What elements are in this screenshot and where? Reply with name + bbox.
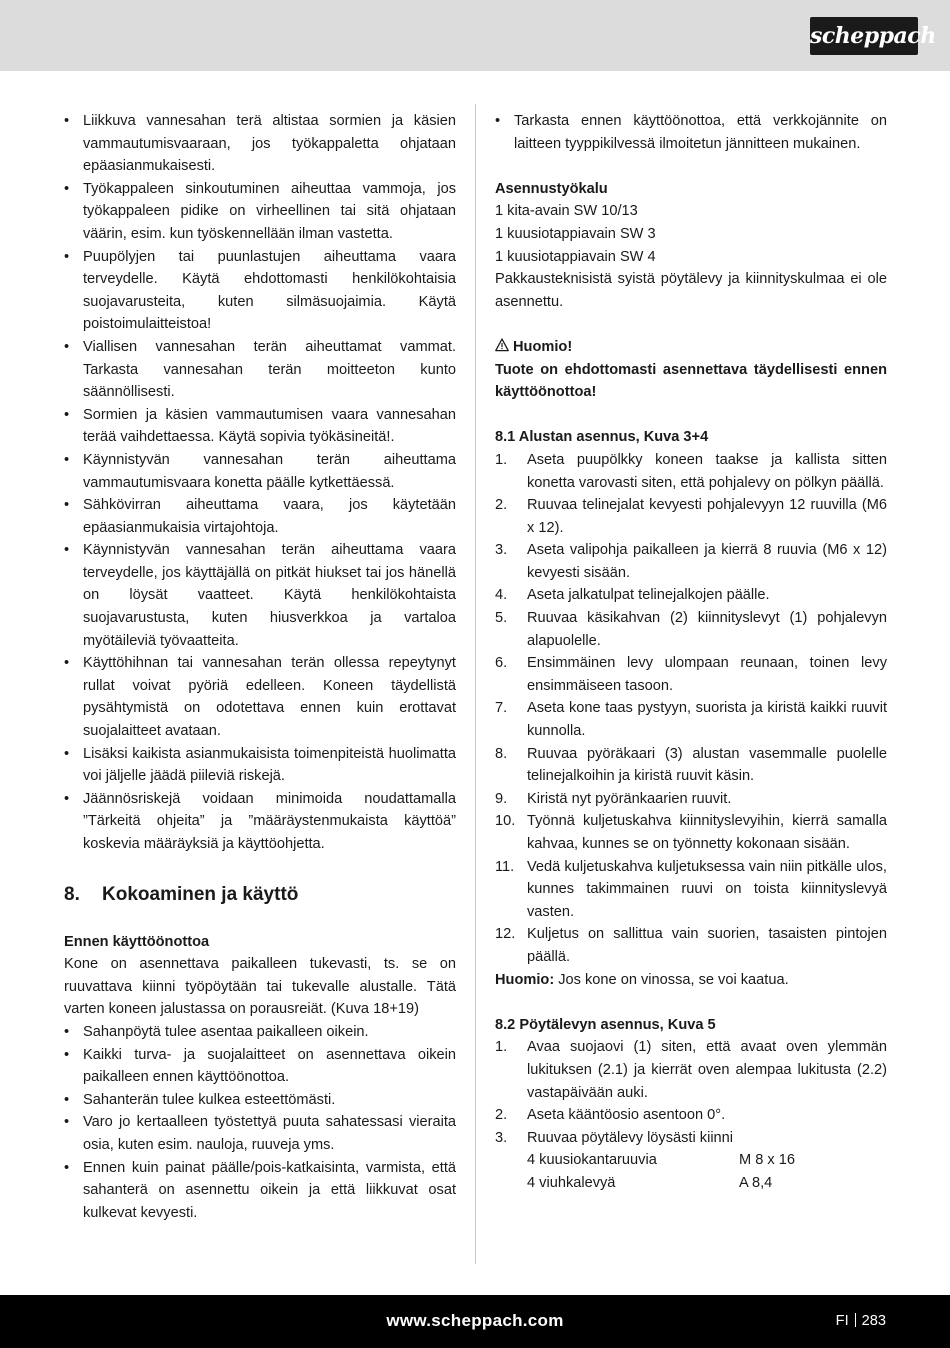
list-item: • Viallisen vannesahan terän aiheuttamat vammat. Tarkasta vannesahan terän moitteeton kunto säännöllisesti. bbox=[64, 336, 456, 404]
step-item: 1. Aseta puupölkky koneen taakse ja kallista sitten konetta varovasti siten, että pohjalevy on pölkyn päällä. bbox=[495, 451, 887, 491]
check-list bbox=[495, 110, 887, 155]
list-item: • Varo jo kertaalleen työstettyä puuta sahatessasi vieraita osia, kuten esim. nauloja, ruuveja yms. bbox=[64, 1111, 456, 1156]
step-item: 4. Aseta jalkatulpat telinejalkojen päälle. bbox=[495, 587, 770, 604]
step-item: 2. Aseta kääntöosio asentoon 0°. bbox=[495, 1107, 726, 1124]
page-number: FI 283 bbox=[835, 1313, 886, 1329]
list-item: • Sahanterän tulee kulkea esteettömästi. bbox=[64, 1089, 456, 1112]
section-8-2-heading: 8.2 Pöytälevyn asennus, Kuva 5 bbox=[495, 1016, 716, 1033]
column-divider bbox=[475, 104, 476, 1264]
before-use-paragraph: Kone on asennettava paikalleen tukevasti, ts. se on ruuvattava kiinni työpöytään tai tukevalle alustalle. Tätä varten koneen jalustassa on porausreiät. (Kuva 18+19) bbox=[64, 956, 456, 1018]
list-item: • Sähkövirran aiheuttama vaara, jos käytetään epäasianmukaisia virtajohtoja. bbox=[64, 494, 456, 539]
scheppach-logo: scheppach bbox=[810, 17, 918, 55]
list-item: • Käynnistyvän vannesahan terän aiheuttama vammautumisvaara konetta päälle kytkettäessä. bbox=[64, 449, 456, 494]
warning-heading bbox=[495, 336, 887, 359]
step-item: 11. Vedä kuljetuskahva kuljetuksessa vain niin pitkälle ulos, kunnes takimmainen ruuvi on toista kiinnityslevyä vasten. bbox=[495, 858, 887, 920]
tool-item: 1 kuusiotappiavain SW 4 bbox=[495, 248, 656, 265]
warning-label: Huomio! bbox=[513, 338, 573, 355]
list-item: • Käyttöhihnan tai vannesahan terän ollessa repeytynyt rullat voivat pyöriä edelleen. Koneen täydellistä pysähtymistä on odotettava ennen kuin erottavat suojalaitteet avataan. bbox=[64, 652, 456, 742]
section-title bbox=[64, 883, 456, 907]
list-item: • Käynnistyvän vannesahan terän aiheuttama vaara terveydelle, jos käyttäjällä on pitkät hiukset tai jos hänellä on löysät vaatteet. Käytä henkilökohtaista suojavarustusta, kuten hiusverkkoa ja vartaloa myötäileviä työvaatteita. bbox=[64, 539, 456, 652]
step-item: 2. Ruuvaa telinejalat kevyesti pohjalevyyn 12 ruuvilla (M6 x 12). bbox=[495, 497, 887, 536]
step-item: 12. Kuljetus on sallittua vain suorien, tasaisten pintojen päällä. bbox=[495, 926, 887, 965]
website-url: www.scheppach.com bbox=[386, 1311, 564, 1330]
list-item: • Lisäksi kaikista asianmukaisista toimenpiteistä huolimatta voi jäljelle jäädä piileviä riskejä. bbox=[64, 743, 456, 788]
before-use-heading: Ennen käyttöönottoa bbox=[64, 933, 210, 950]
hazard-list bbox=[64, 110, 456, 856]
tool-item: 1 kuusiotappiavain SW 3 bbox=[495, 225, 656, 242]
step-item: 7. Aseta kone taas pystyyn, suorista ja kiristä kaikki ruuvit kunnolla. bbox=[495, 700, 887, 740]
list-item: • Tarkasta ennen käyttöönottoa, että verkkojännite on laitteen tyyppikilvessä ilmoitetun jännitteen mukainen. bbox=[495, 110, 887, 155]
page-header bbox=[0, 0, 950, 71]
section-8-1-steps bbox=[495, 449, 887, 969]
section-8-2-steps bbox=[495, 1036, 887, 1194]
list-item: • Sahanpöytä tulee asentaa paikalleen oikein. bbox=[64, 1021, 456, 1044]
step-item: 3. Ruuvaa pöytälevy löysästi kiinni 4 kuusiokantaruuvia M 8 x 16 4 viuhkalevyä A 8,4 bbox=[495, 1127, 887, 1195]
warning-triangle-icon bbox=[495, 338, 509, 352]
section-8-1-heading: 8.1 Alustan asennus, Kuva 3+4 bbox=[495, 429, 709, 446]
page-footer bbox=[0, 1295, 950, 1348]
step-item: 6. Ensimmäinen levy ulompaan reunaan, toinen levy ensimmäiseen tasoon. bbox=[495, 655, 887, 694]
section-8-1-note: Huomio: Jos kone on vinossa, se voi kaatua. bbox=[495, 971, 789, 988]
list-item: • Kaikki turva- ja suojalaitteet on asennettava oikein paikalleen ennen käyttöönottoa. bbox=[64, 1044, 456, 1089]
list-item: • Jäännösriskejä voidaan minimoida noudattamalla ”Tärkeitä ohjeita” ja ”määräystenmukaista käyttöä” koskevia määräyksiä ja käyttöohjetta. bbox=[64, 788, 456, 856]
list-item: • Työkappaleen sinkoutuminen aiheuttaa vammoja, jos työkappaleen pidike on virheellinen tai sitä ohjataan väärin, esim. kun työskennellään ilman vastetta. bbox=[64, 178, 456, 246]
list-item: • Liikkuva vannesahan terä altistaa sormien ja käsien vammautumisvaaraan, jos työkappaletta ohjataan epäasianmukaisesti. bbox=[64, 110, 456, 178]
step-item: 10. Työnnä kuljetuskahva kiinnityslevyihin, kierrä samalla kahvaa, kunnes se on työnnetty kokonaan sisään. bbox=[495, 813, 887, 852]
step-item: 5. Ruuvaa käsikahvan (2) kiinnityslevyt (1) pohjalevyn alapuolelle. bbox=[495, 610, 887, 649]
list-item: • Puupölyjen tai puunlastujen aiheuttama vaara terveydelle. Käytä ehdottomasti henkilökohtaisia suojavarusteita, kuten silmäsuojaimia. Käytä poistoimulaitteistoa! bbox=[64, 246, 456, 336]
right-column bbox=[495, 110, 887, 1195]
list-item: • Sormien ja käsien vammautumisen vaara vannesahan terää vaihdettaessa. Käytä sopivia työkäsineitä!. bbox=[64, 404, 456, 449]
left-column bbox=[64, 110, 456, 1224]
tools-note: Pakkausteknisistä syistä pöytälevy ja kiinnityskulmaa ei ole asennettu. bbox=[495, 271, 887, 310]
tools-heading: Asennustyökalu bbox=[495, 180, 608, 197]
before-use-list bbox=[64, 1021, 456, 1224]
tool-item: 1 kita-avain SW 10/13 bbox=[495, 203, 638, 220]
list-item: • Ennen kuin painat päälle/pois-katkaisinta, varmista, että sahanterä on asennettu oikein ja että liikkuvat osat kulkevat kevyesti. bbox=[64, 1157, 456, 1225]
step-item: 8. Ruuvaa pyöräkaari (3) alustan vasemmalle puolelle telinejalkoihin ja kiristä ruuvit käsin. bbox=[495, 745, 887, 785]
step-item: 9. Kiristä nyt pyöränkaarien ruuvit. bbox=[495, 790, 732, 807]
section-number: 8. bbox=[64, 883, 80, 905]
step-item: 3. Aseta valipohja paikalleen ja kierrä 8 ruuvia (M6 x 12) kevyesti sisään. bbox=[495, 542, 887, 581]
section-title-text: Kokoaminen ja käyttö bbox=[102, 883, 299, 905]
spec-row: 4 viuhkalevyä A 8,4 bbox=[527, 1174, 773, 1191]
spec-row: 4 kuusiokantaruuvia M 8 x 16 bbox=[527, 1152, 795, 1169]
step-item: 1. Avaa suojaovi (1) siten, että avaat oven ylemmän lukituksen (2.1) ja kierrät oven alempaa lukitusta (2.2) vastapäivään auki. bbox=[495, 1039, 887, 1101]
warning-text: Tuote on ehdottomasti asennettava täydellisesti ennen käyttöönottoa! bbox=[495, 361, 887, 401]
